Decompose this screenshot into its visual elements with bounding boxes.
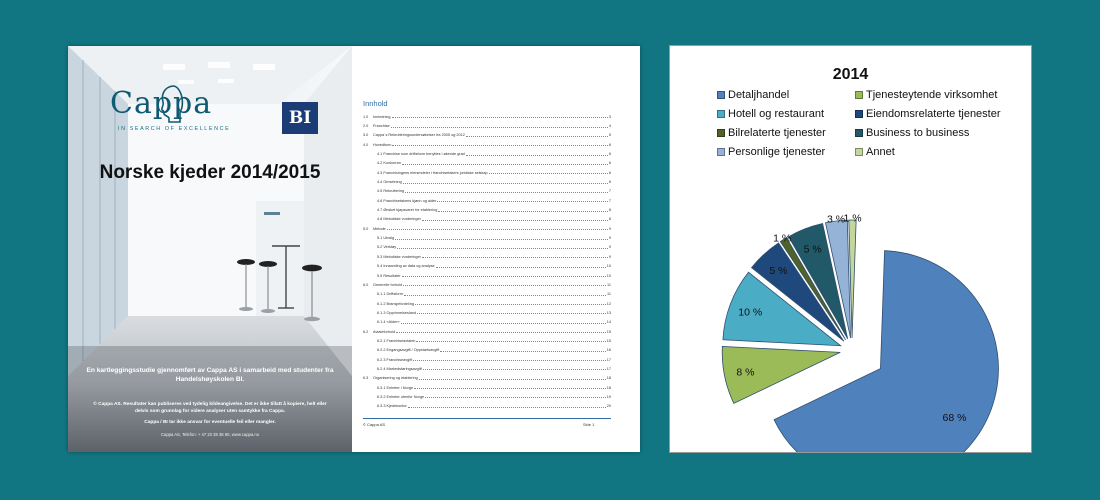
report-cover-page [68,46,352,452]
toc-entry-page: 10 [606,273,611,278]
toc-dot-leader [417,311,606,314]
toc-entry[interactable] [363,374,611,383]
toc-entry-number: 6.3 [363,376,369,381]
toc-entry[interactable] [363,327,611,336]
toc-entry-label: 6.1.1 Driftsform [377,292,403,297]
toc-entry-label: 4.5 Rekruttering [377,189,405,194]
toc-entry[interactable] [363,346,611,355]
toc-entry-page: 9 [608,226,611,231]
toc-entry[interactable] [363,364,611,373]
toc-entry-label: Avtaleforhold [373,329,396,334]
toc-entry-label: Generelle forhold [373,282,403,287]
toc-entry-number: 1.0 [363,114,369,119]
toc-entry-page: 19 [606,394,611,399]
toc-entry-page: 11 [607,292,611,297]
toc-dot-leader [404,293,606,296]
pie-data-label: 68 % [942,412,967,425]
toc-entry-page: 20 [606,404,611,409]
toc-entry-label: 4.6 Franchisetakens kjønn og alder [377,198,437,203]
toc-entry-page: 14 [606,320,611,325]
toc-entry[interactable] [363,196,611,205]
cappa-logo-tagline: IN SEARCH OF EXCELLENCE [118,126,231,132]
toc-entry[interactable] [363,215,611,224]
toc-heading: Innhold [363,99,388,108]
pie-data-label: 10 % [738,306,763,319]
toc-entry[interactable] [363,205,611,214]
toc-entry[interactable] [363,149,611,158]
document-spread [68,46,640,452]
toc-entry[interactable] [363,271,611,280]
toc-entry-page: 7 [608,189,611,194]
toc-dot-leader [416,339,605,342]
toc-entry-page: 6 [608,170,611,175]
toc-entry-label: 4.2 Konkurran [377,161,401,166]
toc-entry-label: Organisering og etablering [373,376,418,381]
toc-dot-leader [387,227,608,230]
toc-entry[interactable] [363,318,611,327]
legend-label: Personlige tjenester [728,146,826,158]
toc-entry-label: 6.2.1 Franchiseavtalen [377,338,416,343]
chart-title: 2014 [832,66,869,83]
toc-entry-number: 2.0 [363,124,369,129]
toc-entry-label: Franchise [373,124,390,129]
toc-dot-leader [414,386,606,389]
toc-dot-leader [408,405,606,408]
toc-entry-page: 5 [608,133,611,138]
toc-dot-leader [402,274,606,277]
toc-entry-page: 9 [608,245,611,250]
toc-entry-page: 15 [606,329,611,334]
report-title: Norske kjeder 2014/2015 [99,162,321,183]
toc-entry-page: 9 [608,236,611,241]
legend-label: Hotell og restaurant [728,108,824,120]
toc-entry[interactable] [363,159,611,168]
pie-data-label: 1 % [773,232,792,245]
toc-entry[interactable] [363,131,611,140]
table-of-contents-page [352,46,640,452]
toc-entry-page: 8 [608,217,611,222]
toc-entry[interactable] [363,402,611,411]
toc-dot-leader [466,153,608,156]
toc-dot-leader [440,349,606,352]
toc-entry-page: 17 [606,366,611,371]
toc-entry[interactable] [363,224,611,233]
toc-entry-label: 6.3.2 Enheter utenfor Norge [377,394,425,399]
toc-entry[interactable] [363,112,611,121]
footer-copyright: © Cappa AS [363,422,386,427]
toc-dot-leader [415,302,606,305]
toc-dot-leader [437,199,608,202]
legend-label: Eiendomsrelaterte tjenester [866,108,1001,120]
toc-entry-page: 6 [608,152,611,157]
toc-entry-page: 11 [607,282,611,287]
toc-dot-leader [466,134,608,137]
toc-dot-leader [489,171,608,174]
toc-dot-leader [392,115,608,118]
toc-entry-label: 6.2.2 Engangsavgift / Oppstartsavgift [377,348,440,353]
toc-entry[interactable] [363,290,611,299]
toc-entry-page: 3 [608,114,611,119]
toc-entry-page: 9 [608,254,611,259]
toc-dot-leader [392,143,608,146]
copyright-notice: © Cappa AS. Resultater kan publiseres ved tydelig kildeangivelse. Det er ikke tillatt å kopiere, helt eller delvis som grunnlag for videre analyser uten samtykke fra Cappa. [93,402,327,414]
toc-entry-label: 6.1.3 Opprinnelsesland [377,310,417,315]
footer-page-number: Side 1 [583,422,595,427]
pie-chart-card [669,45,1032,453]
toc-entry-page: 18 [606,385,611,390]
toc-entry-label: Metode [373,226,386,231]
legend-label: Tjenesteytende virksomhet [866,89,998,101]
report-subtitle: En kartleggingsstudie gjennomført av Cappa AS i samarbeid med studenter fra Handelshøyskolen BI. [86,367,334,384]
toc-entry-label: 4.4 Omsetning [377,180,402,185]
toc-entry[interactable] [363,280,611,289]
toc-entry-page: 8 [608,208,611,213]
toc-entry-label: 6.2.3 Franchiseavgift [377,357,413,362]
toc-dot-leader [403,181,608,184]
toc-entry[interactable] [363,140,611,149]
toc-entry-page: 4 [608,124,611,129]
toc-entry[interactable] [363,121,611,130]
toc-entry-page: 17 [606,357,611,362]
legend-label: Business to business [866,127,970,139]
toc-dot-leader [403,283,606,286]
toc-dot-leader [438,209,608,212]
pie-chart [670,46,1031,452]
toc-dot-leader [423,367,606,370]
toc-entry-label: Cappa´s Rekrutteringsundersøkelser fra 2005 og 2012 [373,133,465,138]
toc-entry-page: 15 [606,338,611,343]
pie-data-label: 5 % [803,243,822,256]
toc-entry-label: 6.3.3 Kjedekontor [377,404,407,409]
cappa-logo-text: Cappa [110,86,213,121]
toc-dot-leader [422,218,608,221]
toc-dot-leader [436,265,606,268]
toc-dot-leader [413,358,606,361]
toc-entry[interactable] [363,177,611,186]
pie-data-label: 1 % [843,212,862,225]
toc-entry[interactable] [363,308,611,317]
toc-entry-label: 5.2 Verktøy [377,245,397,250]
toc-entry[interactable] [363,243,611,252]
toc-entry-label: 6.1.4 «Alder» [377,320,400,325]
bi-logo: BI [282,102,318,134]
toc-entry-label: Hovedfunn [373,142,392,147]
toc-dot-leader [397,246,608,249]
toc-entry-label: 6.2.4 Markedsføringsavgift [377,366,422,371]
footer-divider [363,418,611,419]
toc-entry-page: 6 [608,161,611,166]
toc-entry-label: 5.1 Utvalg [377,236,395,241]
toc-dot-leader [405,190,608,193]
toc-entry[interactable] [363,187,611,196]
toc-entry-label: 6.3.1 Enheter i Norge [377,385,414,390]
toc-entry-page: 18 [606,376,611,381]
toc-entry-label: 5.3 Metodiske vurderinger [377,254,421,259]
toc-entry-page: 10 [606,264,611,269]
toc-dot-leader [396,330,606,333]
toc-entry-label: 4.1 Franchise som driftsform benyttes i økende grad [377,152,465,157]
toc-entry-page: 13 [606,310,611,315]
legend-label: Detaljhandel [728,89,790,101]
toc-dot-leader [425,395,606,398]
cappa-logo [110,86,240,138]
toc-entry[interactable] [363,392,611,401]
toc-entry-number: 3.0 [363,133,369,138]
toc-dot-leader [402,162,608,165]
toc-entry-page: 7 [608,198,611,203]
toc-entry-label: 4.7 Ønsket kjøpsvarer for etablering [377,208,438,213]
toc-entry-number: 6.0 [363,282,369,287]
toc-entry[interactable] [363,355,611,364]
toc-dot-leader [422,255,608,258]
toc-dot-leader [395,237,608,240]
toc-entry-label: Innledning [373,114,391,119]
toc-entry[interactable] [363,168,611,177]
legend-label: Bilrelaterte tjenester [728,127,826,139]
toc-list [363,112,611,411]
toc-entry[interactable] [363,233,611,242]
legend-label: Annet [866,146,895,158]
toc-entry-page: 6 [608,180,611,185]
toc-entry-page: 16 [606,348,611,353]
toc-entry[interactable] [363,299,611,308]
pie-data-label: 5 % [769,264,788,277]
toc-dot-leader [391,125,608,128]
toc-dot-leader [401,321,606,324]
toc-dot-leader [419,377,606,380]
toc-entry[interactable] [363,252,611,261]
pie-data-label: 3 % [827,213,846,226]
toc-entry-number: 4.0 [363,142,369,147]
toc-entry-label: 5.5 Resultater [377,273,401,278]
toc-entry-label: 6.1.2 Bransjefordeling [377,301,414,306]
contact-line: Cappa AS, Telefon: + 47 23 38 38 80, www.cappa.no [160,432,260,437]
toc-entry-label: 4.8 Metodiske vurderinger [377,217,421,222]
toc-entry-page: 6 [608,142,611,147]
toc-entry-label: 4.3 Franchisingens eiersmdeler i franchisetakers juridiske selskap [377,170,488,175]
disclaimer-text: Cappa / BI tar ikke ansvar for eventuelle feil eller mangler. [144,420,276,425]
toc-entry[interactable] [363,336,611,345]
toc-entry-page: 12 [606,301,611,306]
toc-entry-number: 6.2 [363,329,369,334]
toc-entry-label: 5.4 Innsamling av data og analyse [377,264,435,269]
pie-data-label: 8 % [736,366,755,379]
toc-entry-number: 5.0 [363,226,369,231]
toc-entry[interactable] [363,262,611,271]
toc-entry[interactable] [363,383,611,392]
